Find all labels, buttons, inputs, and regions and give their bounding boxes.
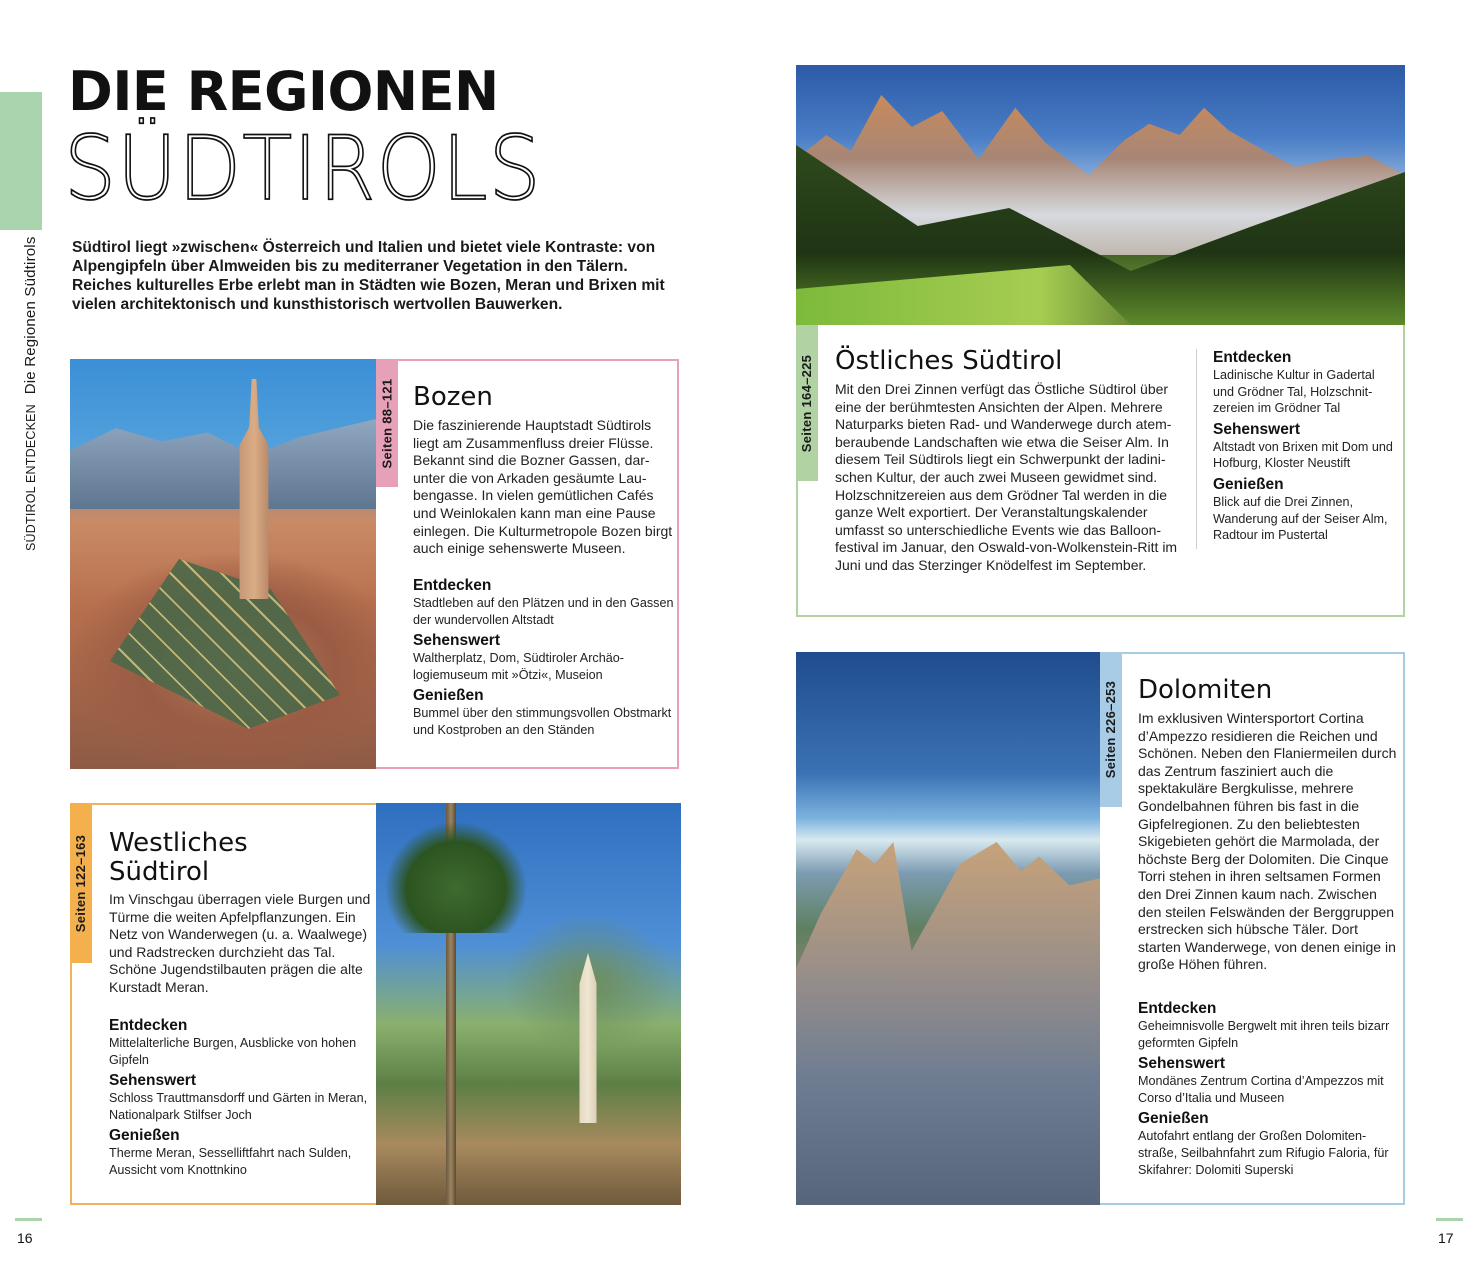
intro-paragraph: Südtirol liegt »zwischen« Österreich und Italien und bietet viele Kontraste: von Alpengipfeln über Almweiden bis zu mediterraner Vegetation in den Tälern. Reiches kulturelles Erbe erlebt man in Städten wie Bozen, Meran und Brixen mit vielen architektonisch und kunsthistorisch wertvollen Bauwerken. bbox=[72, 239, 665, 313]
fact-text: Altstadt von Brixen mit Dom und Hofburg, Kloster Neustift bbox=[1213, 439, 1393, 471]
page-range: Seiten 122–163 bbox=[73, 834, 89, 932]
page-range-tab bbox=[796, 325, 818, 481]
region-title-line2: Südtirol bbox=[109, 857, 210, 887]
page-range: Seiten 164–225 bbox=[799, 354, 815, 452]
fact-text: Mittelalterliche Burgen, Ausblicke von hohen Gipfeln bbox=[109, 1036, 357, 1067]
region-description: Die faszinierende Hauptstadt Südtirols liegt am Zusammenfluss dreier Flüsse. Bekannt sind die Bozner Gassen, darunter die von Arkaden gesäumte Laubengasse. In vielen gemütlichen Cafés und Weinlokalen kann man eine Pause einlegen. Die Kulturmetropole Bozen birgt auch einige sehenswerte Museen. bbox=[413, 417, 673, 557]
fact-sehenswert bbox=[1138, 1055, 1400, 1106]
photo-mountains bbox=[70, 419, 376, 509]
fact-label: Entdecken bbox=[1138, 1000, 1217, 1017]
fact-text: Mondänes Zentrum Cortina d’Ampezzos mit Corso d’Italia und Museen bbox=[1138, 1074, 1384, 1105]
fact-entdecken bbox=[413, 577, 675, 628]
dolomites-peaks-photo bbox=[796, 652, 1100, 1205]
fact-entdecken bbox=[1213, 349, 1398, 417]
page-number-right bbox=[1438, 1230, 1454, 1246]
page-range-tab bbox=[70, 803, 92, 963]
fact-text: Blick auf die Drei Zinnen, Wanderung auf der Seiser Alm, Radtour im Pustertal bbox=[1213, 494, 1388, 543]
fact-label: Sehenswert bbox=[1138, 1055, 1226, 1073]
fact-label: Genießen bbox=[1138, 1110, 1209, 1128]
fact-label: Entdecken bbox=[413, 577, 492, 594]
bozen-cathedral-photo bbox=[70, 359, 376, 769]
photo-palm-fronds bbox=[386, 823, 526, 933]
running-header-section: Die Regionen Südtirols bbox=[22, 236, 39, 395]
region-facts bbox=[1138, 996, 1400, 1178]
region-description: Mit den Drei Zinnen verfügt das Östliche Südtirol über eine der berühmtesten Ansichten der Alpen. Mehrere Naturparks bieten Rad- und Wanderwege durch atemberaubende Landschaften wie etwa die Seiser Alm. In diesem Teil Südtirols liegt ein Schwerpunkt der ladinischen Kultur, der auch zwei Museen gewidmet sind. Holzschnitzereien aus dem Grödner Tal werden in die ganze Welt exportiert. Der Veranstaltungskalender umfasst so unterschiedliche Events wie das Balloonfestival im Januar, den Oswald-von-Wolkenstein-Ritt im Juni und das Sterzinger Knödelfest im September. bbox=[835, 381, 1178, 573]
region-title bbox=[109, 829, 248, 887]
fact-text: Stadtleben auf den Plätzen und in den Gassen der wundervollen Altstadt bbox=[413, 596, 674, 627]
fact-text: Bummel über den stimmungsvollen Obstmarkt und Kostproben an den Ständen bbox=[413, 706, 672, 737]
geisler-peaks-photo bbox=[796, 65, 1405, 325]
fact-label: Genießen bbox=[413, 687, 484, 705]
page-number-bar bbox=[15, 1218, 42, 1221]
page-title-outline: SÜDTIROLS bbox=[64, 118, 542, 221]
section-color-bar bbox=[0, 92, 42, 230]
fact-geniessen bbox=[1213, 476, 1398, 544]
page-range: Seiten 88–121 bbox=[379, 378, 395, 468]
page-number-left bbox=[17, 1230, 33, 1246]
region-title: Östliches Südtirol bbox=[835, 346, 1063, 376]
page-title-line1: DIE REGIONEN bbox=[68, 60, 499, 123]
region-title: Bozen bbox=[413, 382, 493, 412]
page-range-tab bbox=[376, 359, 398, 487]
fact-label: Sehenswert bbox=[1213, 420, 1301, 438]
photo-rock-spires bbox=[796, 842, 1100, 1205]
region-title-line1: Westliches bbox=[109, 828, 248, 858]
page-range: Seiten 226–253 bbox=[1103, 680, 1119, 779]
fact-geniessen bbox=[109, 1127, 371, 1178]
running-header bbox=[22, 236, 39, 551]
fact-sehenswert bbox=[413, 632, 675, 683]
meran-palm-photo bbox=[376, 803, 681, 1205]
fact-text: Schloss Trauttmansdorff und Gärten in Meran, Nationalpark Stilfser Joch bbox=[109, 1091, 368, 1122]
region-description: Im exklusiven Wintersportort Cortina d’Ampezzo residieren die Reichen und Schönen. Neben den Flaniermeilen durch das Zentrum fasziniert auch die spektakuläre Bergkulisse, mehrere Gondelbahnen führen bis fast in die Gipfelregionen. Zu den beliebtesten Skigebieten gehört die Marmolada, der höchste Berg der Dolomiten. Die Cinque Torri stehen in ihren seltsamen Formen den Drei Zinnen kaum nach. Zwischen den steilen Felswänden der Berggruppen erstrecken sich hübsche Täler. Dort starten Wanderwege, von denen einige in große Höhen führen. bbox=[1138, 710, 1397, 973]
region-facts bbox=[413, 573, 675, 739]
region-card-dolomiten bbox=[796, 652, 1405, 1205]
fact-label: Sehenswert bbox=[109, 1072, 197, 1090]
fact-label: Genießen bbox=[109, 1127, 180, 1145]
region-card-bozen bbox=[70, 359, 679, 769]
fact-text: Autofahrt entlang der Großen Dolomitenstraße, Seilbahnfahrt zum Rifugio Faloria, für Skifahrer: Dolomiti Superski bbox=[1138, 1129, 1389, 1177]
fact-geniessen bbox=[413, 687, 675, 738]
fact-geniessen bbox=[1138, 1110, 1400, 1178]
region-title: Dolomiten bbox=[1138, 675, 1273, 705]
page-number-bar bbox=[1436, 1218, 1463, 1221]
photo-tiled-roof bbox=[110, 559, 340, 729]
fact-label: Entdecken bbox=[109, 1017, 188, 1034]
region-card-westliches-suedtirol bbox=[70, 803, 679, 1205]
fact-label: Genießen bbox=[1213, 475, 1284, 493]
photo-church-tower bbox=[571, 953, 605, 1123]
page-range-tab bbox=[1100, 652, 1122, 807]
fact-entdecken bbox=[109, 1017, 371, 1068]
region-facts bbox=[1213, 345, 1398, 544]
region-facts bbox=[109, 1013, 371, 1179]
fact-text: Ladinische Kultur in Gadertal und Grödner Tal, Holzschnitzereien im Grödner Tal bbox=[1213, 368, 1375, 416]
fact-text: Geheimnisvolle Bergwelt mit ihren teils bizarr geformten Gipfeln bbox=[1138, 1019, 1390, 1050]
fact-label: Sehenswert bbox=[413, 632, 501, 650]
region-description: Im Vinschgau überragen viele Burgen und Türme die weiten Apfelpflanzungen. Ein Netz von Wanderwegen (u. a. Waalwege) und Radstrecken durchzieht das Tal. Schöne Jugendstilbauten prägen die alte Kurstadt Meran. bbox=[109, 891, 371, 995]
fact-text: Therme Meran, Sesselliftfahrt nach Sulden, Aussicht vom Knottnkino bbox=[109, 1146, 352, 1177]
fact-entdecken bbox=[1138, 1000, 1400, 1051]
fact-sehenswert bbox=[109, 1072, 371, 1123]
fact-text: Waltherplatz, Dom, Südtiroler Archäologiemuseum mit »Ötzi«, Museion bbox=[413, 651, 624, 682]
region-card-oestliches-suedtirol bbox=[796, 65, 1405, 617]
page-title-line2 bbox=[64, 118, 542, 222]
running-header-kicker: SÜDTIROL ENTDECKEN bbox=[24, 404, 38, 551]
page-number-value: 16 bbox=[17, 1230, 33, 1246]
column-divider bbox=[1196, 349, 1197, 549]
page-number-value: 17 bbox=[1438, 1230, 1454, 1246]
fact-sehenswert bbox=[1213, 421, 1398, 472]
fact-label: Entdecken bbox=[1213, 349, 1292, 366]
